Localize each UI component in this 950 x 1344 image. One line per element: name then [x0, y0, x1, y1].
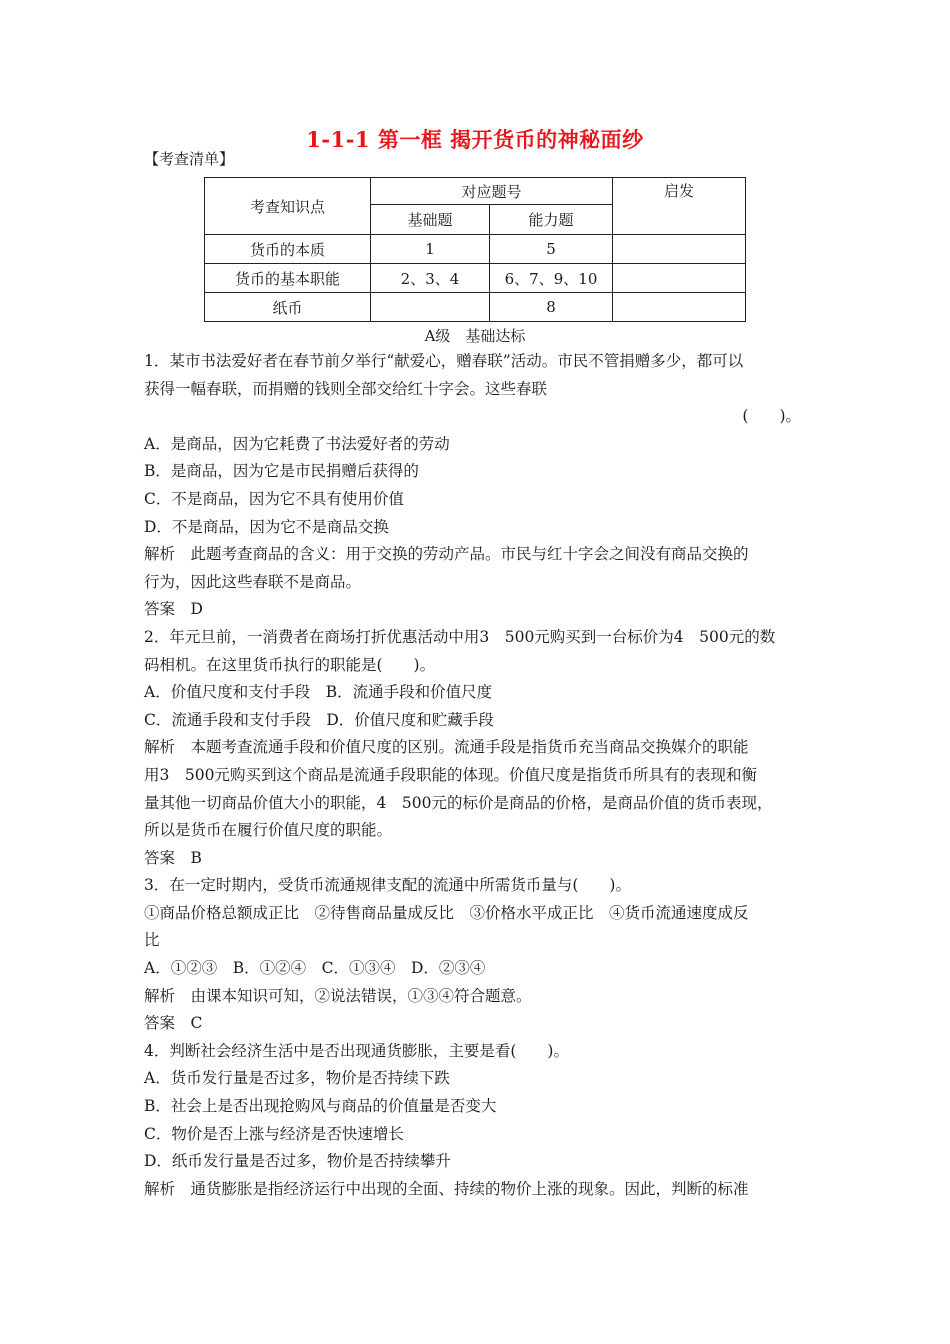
table-header-row: [205, 178, 746, 205]
q4-stem: 4．判断社会经济生活中是否出现通货膨胀，主要是看( )。: [144, 1041, 569, 1060]
q2-analysis-line4: 所以是货币在履行价值尺度的职能。: [144, 821, 393, 840]
q1-analysis-line2: 行为，因此这些春联不是商品。: [144, 572, 362, 591]
q2-analysis-line3: 量其他一切商品价值大小的职能，4 500元的标价是商品的价格，是商品价值的货币表现，: [144, 793, 773, 812]
cell-ability: 8: [490, 293, 613, 322]
q1-option-a: A．是商品，因为它耗费了书法爱好者的劳动: [144, 434, 450, 453]
cell-ability: 6、7、9、10: [490, 264, 613, 293]
cell-ability: 5: [490, 235, 613, 264]
q1-option-d: D．不是商品，因为它不是商品交换: [144, 517, 389, 536]
header-questions: 对应题号: [371, 178, 613, 205]
cell-topic: 纸币: [205, 293, 371, 322]
table-row: [205, 293, 746, 322]
q2-analysis-line2: 用3 500元购买到这个商品是流通手段职能的体现。价值尺度是指货币所具有的表现和衡: [144, 765, 757, 784]
header-basic: 基础题: [371, 205, 490, 235]
header-knowledge: 考查知识点: [205, 178, 371, 235]
q3-analysis: 解析 由课本知识可知，②说法错误，①③④符合题意。: [144, 986, 532, 1005]
q2-stem-line1: 2．年元旦前，一消费者在商场打折优惠活动中用3 500元购买到一台标价为4 500元的数: [144, 627, 776, 646]
q1-answer-blank: ( )。: [742, 407, 801, 426]
table-row: [205, 235, 746, 264]
header-insight: 启发: [613, 178, 746, 235]
questions-body: [144, 348, 809, 1203]
q4-option-a: A．货币发行量是否过多，物价是否持续下跌: [144, 1069, 450, 1088]
q1-stem-line1: 1．某市书法爱好者在春节前夕举行“献爱心，赠春联”活动。市民不管捐赠多少，都可以: [144, 352, 744, 370]
q3-items-line2: 比: [144, 931, 160, 950]
cell-basic: 2、3、4: [371, 264, 490, 293]
q3-options: A．①②③ B．①②④ C．①③④ D．②③④: [144, 959, 486, 978]
q1-option-c: C．不是商品，因为它不具有使用价值: [144, 489, 404, 508]
q3-stem: 3．在一定时期内，受货币流通规律支配的流通中所需货币量与( )。: [144, 876, 631, 895]
q2-analysis-line1: 解析 本题考查流通手段和价值尺度的区别。流通手段是指货币充当商品交换媒介的职能: [144, 738, 749, 757]
knowledge-table: [204, 177, 746, 322]
q4-option-c: C．物价是否上涨与经济是否快速增长: [144, 1124, 404, 1143]
cell-topic: 货币的基本职能: [205, 264, 371, 293]
q4-option-b: B．社会上是否出现抢购风与商品的价值量是否变大: [144, 1097, 497, 1116]
table-row: [205, 264, 746, 293]
cell-insight: [613, 235, 746, 264]
cell-insight: [613, 293, 746, 322]
level-heading: A级 基础达标: [424, 327, 526, 345]
header-ability: 能力题: [490, 205, 613, 235]
q1-stem-line2: 获得一幅春联，而捐赠的钱则全部交给红十字会。这些春联: [144, 379, 548, 398]
q1-answer: 答案 D: [144, 600, 203, 619]
q2-answer: 答案 B: [144, 848, 202, 867]
q4-analysis-line1: 解析 通货膨胀是指经济运行中出现的全面、持续的物价上涨的现象。因此，判断的标准: [144, 1179, 749, 1198]
q2-options-ab: A．价值尺度和支付手段 B．流通手段和价值尺度: [144, 683, 493, 702]
q1-analysis-line1: 解析 此题考查商品的含义：用于交换的劳动产品。市民与红十字会之间没有商品交换的: [144, 545, 749, 564]
q4-option-d: D．纸币发行量是否过多，物价是否持续攀升: [144, 1152, 451, 1171]
checklist-label: 【考查清单】: [144, 150, 235, 168]
cell-insight: [613, 264, 746, 293]
q2-options-cd: C．流通手段和支付手段 D．价值尺度和贮藏手段: [144, 710, 494, 729]
q3-answer: 答案 C: [144, 1014, 203, 1033]
cell-basic: 1: [371, 235, 490, 264]
cell-basic: [371, 293, 490, 322]
page-title: 1-1-1 第一框 揭开货币的神秘面纱: [306, 127, 644, 152]
q3-items-line1: ①商品价格总额成正比 ②待售商品量成反比 ③价格水平成正比 ④货币流通速度成反: [144, 903, 749, 922]
cell-topic: 货币的本质: [205, 235, 371, 264]
q2-stem-line2: 码相机。在这里货币执行的职能是( )。: [144, 655, 436, 674]
q1-option-b: B．是商品，因为它是市民捐赠后获得的: [144, 462, 419, 481]
